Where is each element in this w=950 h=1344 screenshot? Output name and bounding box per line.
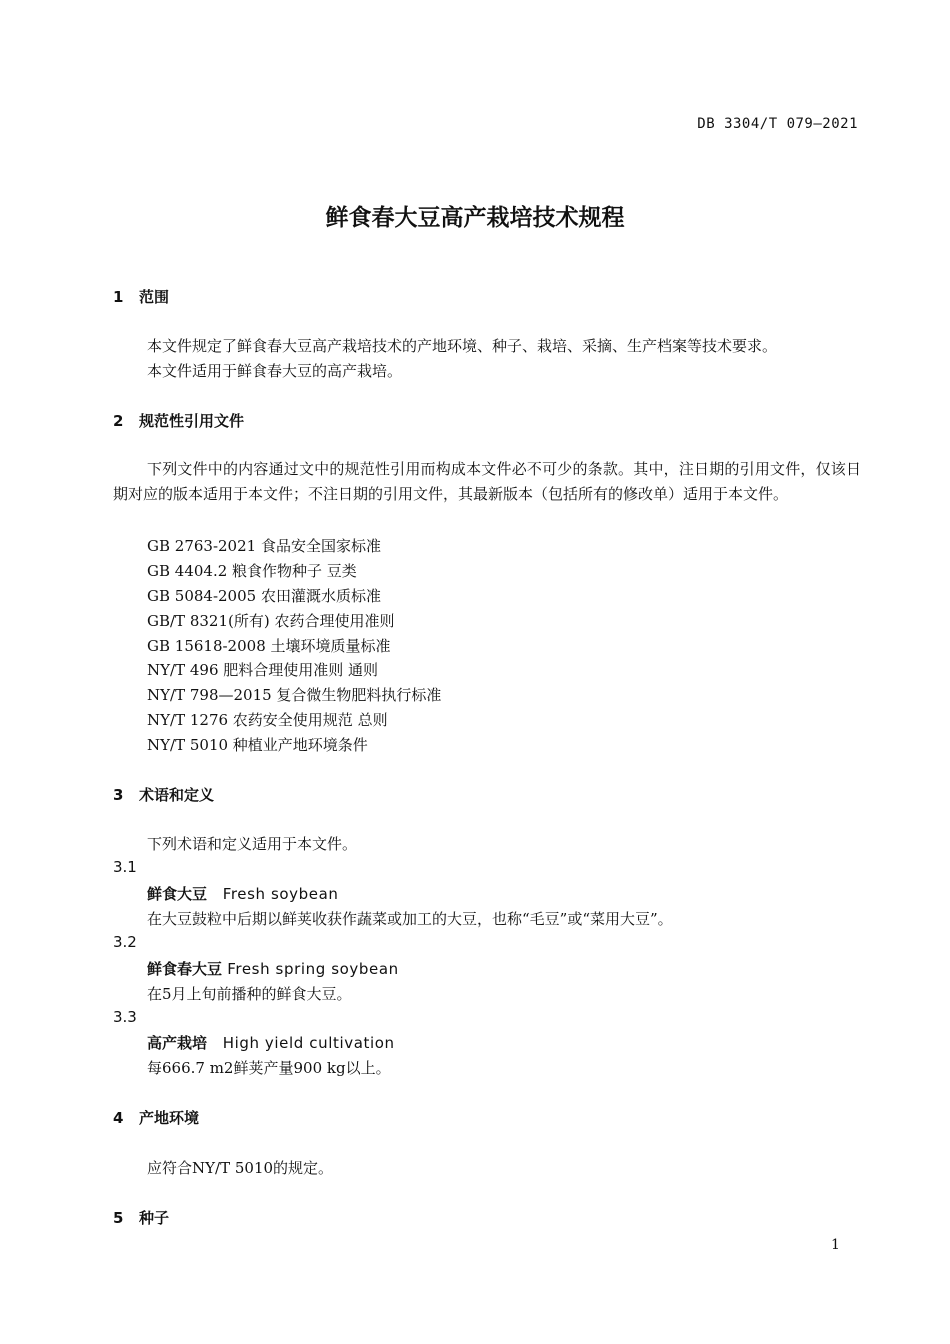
reference-item: GB 5084-2005 农田灌溉水质标准: [147, 586, 381, 605]
section-4-heading: [113, 1107, 199, 1128]
scope-paragraph-1: 本文件规定了鲜食春大豆高产栽培技术的产地环境、种子、栽培、采摘、生产档案等技术要求。: [147, 337, 778, 355]
reference-item: NY/T 798—2015 复合微生物肥料执行标准: [147, 686, 442, 705]
section-3-heading: [113, 784, 214, 805]
normative-references-list: [147, 534, 441, 758]
term-definition: 在大豆鼓粒中后期以鲜荚收获作蔬菜或加工的大豆，也称“毛豆”或“菜用大豆”。: [147, 910, 673, 928]
section-number: 3: [113, 786, 124, 804]
term-title: [147, 1032, 395, 1053]
section-number: 4: [113, 1109, 124, 1127]
term-name-en: High yield cultivation: [222, 1034, 395, 1052]
reference-item: NY/T 1276 农药安全使用规范 总则: [147, 711, 388, 730]
reference-item: GB 4404.2 粮食作物种子 豆类: [147, 561, 357, 580]
reference-item: GB/T 8321(所有) 农药合理使用准则: [147, 611, 395, 630]
standard-code: DB 3304/T 079—2021: [697, 116, 858, 132]
term-number: 3.2: [113, 933, 137, 951]
page-number: 1: [831, 1237, 840, 1253]
term-number: 3.1: [113, 858, 137, 876]
term-name-zh: 鲜食春大豆: [147, 960, 223, 978]
section-5-heading: [113, 1207, 169, 1228]
reference-item: NY/T 5010 种植业产地环境条件: [147, 736, 368, 755]
section-title: 产地环境: [139, 1109, 200, 1127]
section-2-heading: [113, 410, 244, 431]
document-title: 鲜食春大豆高产栽培技术规程: [325, 205, 625, 231]
term-name-en: Fresh spring soybean: [227, 960, 399, 978]
section-number: 1: [113, 288, 124, 306]
term-name-zh: 高产栽培: [147, 1034, 208, 1052]
production-environment-paragraph: 应符合NY/T 5010的规定。: [147, 1159, 334, 1177]
section-title: 种子: [139, 1209, 170, 1227]
term-title: [147, 958, 399, 979]
term-definition: 在5月上旬前播种的鲜食大豆。: [147, 985, 352, 1003]
reference-item: GB 15618-2008 土壤环境质量标准: [147, 636, 391, 655]
terms-intro-paragraph: 下列术语和定义适用于本文件。: [147, 835, 358, 853]
section-number: 2: [113, 412, 124, 430]
section-1-heading: [113, 286, 169, 307]
term-name-zh: 鲜食大豆: [147, 885, 208, 903]
section-title: 术语和定义: [139, 786, 215, 804]
term-definition: 每666.7 m2鲜荚产量900 kg以上。: [147, 1059, 391, 1077]
term-name-en: Fresh soybean: [222, 885, 339, 903]
section-title: 规范性引用文件: [139, 412, 245, 430]
term-title: [147, 883, 339, 904]
references-intro-paragraph: 下列文件中的内容通过文中的规范性引用而构成本文件必不可少的条款。其中，注日期的引用文件，仅该日期对应的版本适用于本文件；不注日期的引用文件，其最新版本（包括所有的修改单）适用于本文件。: [113, 460, 861, 503]
section-number: 5: [113, 1209, 124, 1227]
term-number: 3.3: [113, 1008, 137, 1026]
scope-paragraph-2: 本文件适用于鲜食春大豆的高产栽培。: [147, 362, 403, 380]
reference-item: NY/T 496 肥料合理使用准则 通则: [147, 661, 379, 680]
section-title: 范围: [139, 288, 170, 306]
reference-item: GB 2763-2021 食品安全国家标准: [147, 537, 381, 555]
